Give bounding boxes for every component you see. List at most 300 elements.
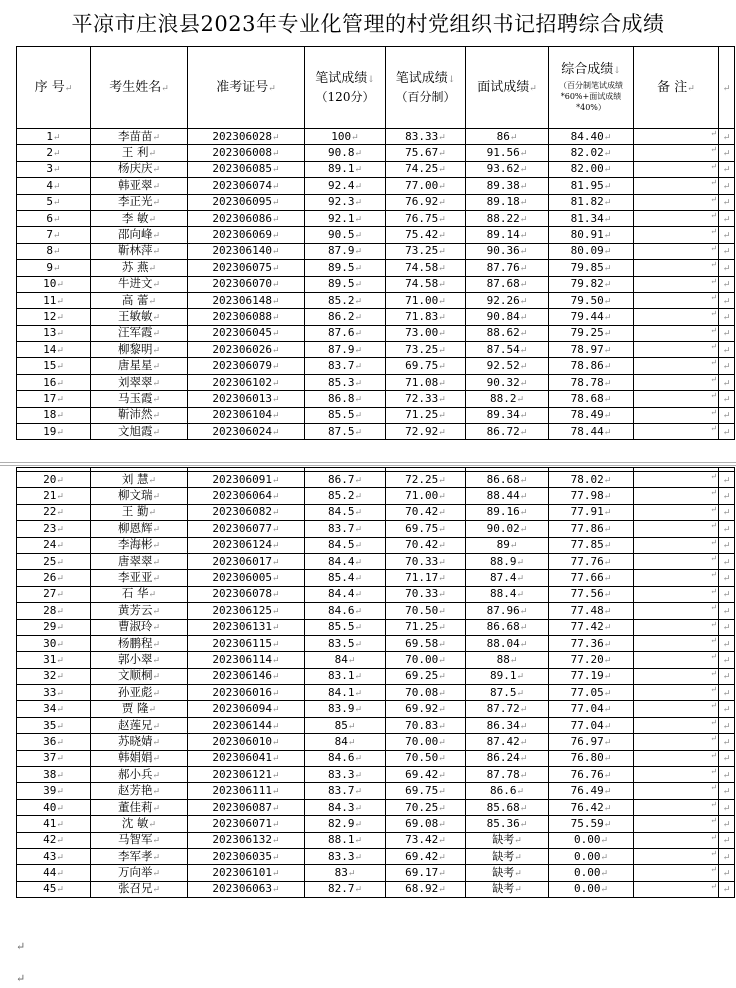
written-pct-cell: 74.58↵ [386,260,466,276]
edge-cell: ↵ [719,767,735,783]
seq-cell: 3↵ [17,161,91,177]
seq-cell: 15↵ [17,358,91,374]
written-score-cell: 83.3↵ [305,767,386,783]
ticket-cell: 202306010↵ [188,734,305,750]
table-row [17,161,735,177]
seq-cell: 11↵ [17,292,91,308]
header-written-pct: 笔试成绩↓ （百分制） [386,47,466,129]
seq-cell: 1↵ [17,129,91,145]
header-interview: 面试成绩↵ [466,47,549,129]
ticket-cell: 202306087↵ [188,799,305,815]
interview-score-cell: 87.78↵ [466,767,549,783]
interview-score-cell: 90.36↵ [466,243,549,259]
seq-cell: 35↵ [17,717,91,733]
ticket-cell: 202306114↵ [188,652,305,668]
edge-cell: ↵ [719,586,735,602]
seq-cell: 10↵ [17,276,91,292]
ticket-cell: 202306146↵ [188,668,305,684]
name-cell: 万向举↵ [91,865,188,881]
note-cell [634,194,719,210]
written-score-cell: 84.5↵ [305,504,386,520]
table-row [17,652,735,668]
written-pct-cell: 71.17↵ [386,570,466,586]
interview-score-cell: 88↵ [466,652,549,668]
interview-score-cell: 85.68↵ [466,799,549,815]
total-score-cell: 77.56↵ [549,586,634,602]
table-row [17,145,735,161]
note-cell [634,734,719,750]
interview-score-cell: 缺考↵ [466,848,549,864]
name-cell: 李正光↵ [91,194,188,210]
written-score-cell: 84.6↵ [305,750,386,766]
seq-cell: 9↵ [17,260,91,276]
ticket-cell: 202306101↵ [188,865,305,881]
note-cell [634,521,719,537]
table-row [17,537,735,553]
written-pct-cell: 83.33↵ [386,129,466,145]
edge-cell: ↵ [719,783,735,799]
table-row [17,701,735,717]
note-cell [634,424,719,440]
ticket-cell: 202306045↵ [188,325,305,341]
table-row [17,504,735,520]
interview-score-cell: 缺考↵ [466,832,549,848]
ticket-cell: 202306064↵ [188,488,305,504]
written-pct-cell: 73.25↵ [386,342,466,358]
name-cell: 王 勤↵ [91,504,188,520]
edge-cell: ↵ [719,243,735,259]
name-cell: 汪军霞↵ [91,325,188,341]
total-score-cell: 81.95↵ [549,178,634,194]
written-pct-cell: 73.25↵ [386,243,466,259]
written-score-cell: 83.5↵ [305,635,386,651]
note-cell [634,472,719,488]
table-row [17,685,735,701]
total-score-cell: 81.34↵ [549,210,634,226]
written-score-cell: 84↵ [305,734,386,750]
note-cell [634,848,719,864]
note-cell [634,292,719,308]
written-pct-cell: 71.25↵ [386,407,466,423]
ticket-cell: 202306088↵ [188,309,305,325]
ticket-cell: 202306069↵ [188,227,305,243]
note-cell [634,717,719,733]
name-cell: 马玉霞↵ [91,391,188,407]
edge-cell: ↵ [719,194,735,210]
total-score-cell: 77.20↵ [549,652,634,668]
ticket-cell: 202306148↵ [188,292,305,308]
written-pct-cell: 72.33↵ [386,391,466,407]
written-score-cell: 85.5↵ [305,407,386,423]
written-score-cell: 90.5↵ [305,227,386,243]
header-written: 笔试成绩↓ （120分） [305,47,386,129]
scores-table-part1 [16,46,735,440]
header-total: 综合成绩↓ （百分制笔试成绩*60%+面试成绩*40%） [549,47,634,129]
edge-cell: ↵ [719,734,735,750]
total-score-cell: 75.59↵ [549,816,634,832]
table-row [17,816,735,832]
note-cell [634,586,719,602]
ticket-cell: 202306132↵ [188,832,305,848]
name-cell: 李 敏↵ [91,210,188,226]
total-score-cell: 0.00↵ [549,881,634,897]
table-row [17,488,735,504]
written-score-cell: 83.1↵ [305,668,386,684]
note-cell [634,391,719,407]
ticket-cell: 202306075↵ [188,260,305,276]
written-pct-cell: 72.92↵ [386,424,466,440]
written-pct-cell: 70.50↵ [386,750,466,766]
ticket-cell: 202306016↵ [188,685,305,701]
edge-cell: ↵ [719,178,735,194]
name-cell: 高 蕾↵ [91,292,188,308]
note-cell [634,767,719,783]
interview-score-cell: 86.68↵ [466,619,549,635]
table-row [17,227,735,243]
edge-cell: ↵ [719,668,735,684]
interview-score-cell: 87.54↵ [466,342,549,358]
ticket-cell: 202306063↵ [188,881,305,897]
edge-cell: ↵ [719,309,735,325]
table-row [17,374,735,390]
ticket-cell: 202306005↵ [188,570,305,586]
name-cell: 文顺桐↵ [91,668,188,684]
edge-cell: ↵ [719,391,735,407]
written-score-cell: 83.7↵ [305,783,386,799]
interview-score-cell: 86.34↵ [466,717,549,733]
ticket-cell: 202306013↵ [188,391,305,407]
written-score-cell: 87.9↵ [305,342,386,358]
seq-cell: 38↵ [17,767,91,783]
table-row [17,603,735,619]
name-cell: 柳文瑞↵ [91,488,188,504]
note-cell [634,358,719,374]
table-row [17,194,735,210]
name-cell: 邵向峰↵ [91,227,188,243]
ticket-cell: 202306111↵ [188,783,305,799]
edge-cell: ↵ [719,374,735,390]
note-cell [634,488,719,504]
header-seq: 序 号↵ [17,47,91,129]
interview-score-cell: 87.5↵ [466,685,549,701]
written-score-cell: 87.6↵ [305,325,386,341]
edge-cell: ↵ [719,145,735,161]
written-pct-cell: 69.08↵ [386,816,466,832]
written-pct-cell: 75.42↵ [386,227,466,243]
ticket-cell: 202306115↵ [188,635,305,651]
seq-cell: 37↵ [17,750,91,766]
written-pct-cell: 71.83↵ [386,309,466,325]
seq-cell: 17↵ [17,391,91,407]
total-score-cell: 77.05↵ [549,685,634,701]
note-cell [634,832,719,848]
ticket-cell: 202306082↵ [188,504,305,520]
table-row [17,767,735,783]
written-pct-cell: 71.00↵ [386,292,466,308]
total-score-cell: 78.44↵ [549,424,634,440]
table-row [17,521,735,537]
seq-cell: 5↵ [17,194,91,210]
interview-score-cell: 92.52↵ [466,358,549,374]
written-pct-cell: 69.92↵ [386,701,466,717]
written-pct-cell: 71.00↵ [386,488,466,504]
edge-cell: ↵ [719,504,735,520]
interview-score-cell: 89.38↵ [466,178,549,194]
edge-cell: ↵ [719,685,735,701]
written-score-cell: 84.4↵ [305,553,386,569]
document-title: 平凉市庄浪县2023年专业化管理的村党组织书记招聘综合成绩 [71,12,665,36]
edge-cell: ↵ [719,848,735,864]
ticket-cell: 202306079↵ [188,358,305,374]
edge-cell: ↵ [719,129,735,145]
interview-score-cell: 87.42↵ [466,734,549,750]
seq-cell: 22↵ [17,504,91,520]
total-score-cell: 79.50↵ [549,292,634,308]
written-score-cell: 92.1↵ [305,210,386,226]
table-row [17,325,735,341]
interview-score-cell: 87.76↵ [466,260,549,276]
written-score-cell: 84.5↵ [305,537,386,553]
written-score-cell: 100↵ [305,129,386,145]
name-cell: 郝小兵↵ [91,767,188,783]
seq-cell: 7↵ [17,227,91,243]
table-row [17,570,735,586]
edge-cell: ↵ [719,865,735,881]
interview-score-cell: 87.96↵ [466,603,549,619]
note-cell [634,210,719,226]
edge-cell: ↵ [719,881,735,897]
note-cell [634,619,719,635]
interview-score-cell: 89↵ [466,537,549,553]
note-cell [634,816,719,832]
edge-cell: ↵ [719,816,735,832]
header-row [17,47,735,129]
interview-score-cell: 87.72↵ [466,701,549,717]
edge-cell: ↵ [719,292,735,308]
note-cell [634,260,719,276]
note-cell [634,276,719,292]
written-score-cell: 86.2↵ [305,309,386,325]
total-score-cell: 79.25↵ [549,325,634,341]
seq-cell: 32↵ [17,668,91,684]
written-pct-cell: 70.00↵ [386,734,466,750]
written-pct-cell: 74.25↵ [386,161,466,177]
seq-cell: 16↵ [17,374,91,390]
name-cell: 靳林萍↵ [91,243,188,259]
total-score-cell: 80.09↵ [549,243,634,259]
total-score-cell: 0.00↵ [549,848,634,864]
name-cell: 沈 敏↵ [91,816,188,832]
written-pct-cell: 69.75↵ [386,358,466,374]
written-score-cell: 85.2↵ [305,292,386,308]
table-row [17,309,735,325]
total-score-cell: 78.86↵ [549,358,634,374]
name-cell: 刘 慧↵ [91,472,188,488]
seq-cell: 33↵ [17,685,91,701]
edge-cell: ↵ [719,750,735,766]
interview-score-cell: 87.4↵ [466,570,549,586]
name-cell: 石 华↵ [91,586,188,602]
seq-cell: 2↵ [17,145,91,161]
name-cell: 黄芳云↵ [91,603,188,619]
written-score-cell: 89.5↵ [305,276,386,292]
total-score-cell: 77.86↵ [549,521,634,537]
total-score-cell: 81.82↵ [549,194,634,210]
edge-cell: ↵ [719,553,735,569]
total-score-cell: 78.68↵ [549,391,634,407]
interview-score-cell: 88.44↵ [466,488,549,504]
edge-cell: ↵ [719,717,735,733]
note-cell [634,325,719,341]
written-score-cell: 85.3↵ [305,374,386,390]
interview-score-cell: 89.34↵ [466,407,549,423]
interview-score-cell: 89.14↵ [466,227,549,243]
interview-score-cell: 88.2↵ [466,391,549,407]
note-cell [634,407,719,423]
table-body-part1 [17,129,735,440]
written-pct-cell: 69.75↵ [386,783,466,799]
edge-cell: ↵ [719,488,735,504]
written-score-cell: 85.5↵ [305,619,386,635]
name-cell: 韩亚翠↵ [91,178,188,194]
interview-score-cell: 86.72↵ [466,424,549,440]
seq-cell: 21↵ [17,488,91,504]
edge-cell: ↵ [719,619,735,635]
total-score-cell: 78.02↵ [549,472,634,488]
written-score-cell: 84.1↵ [305,685,386,701]
name-cell: 杨鹏程↵ [91,635,188,651]
table-row [17,292,735,308]
interview-score-cell: 88.04↵ [466,635,549,651]
table-row [17,635,735,651]
interview-score-cell: 86.24↵ [466,750,549,766]
note-cell [634,553,719,569]
total-score-cell: 77.66↵ [549,570,634,586]
edge-cell: ↵ [719,325,735,341]
seq-cell: 6↵ [17,210,91,226]
name-cell: 马智军↵ [91,832,188,848]
table-row [17,276,735,292]
interview-score-cell: 88.9↵ [466,553,549,569]
total-score-cell: 77.19↵ [549,668,634,684]
total-score-cell: 80.91↵ [549,227,634,243]
total-score-cell: 79.44↵ [549,309,634,325]
written-score-cell: 82.7↵ [305,881,386,897]
name-cell: 李亚亚↵ [91,570,188,586]
table-row [17,586,735,602]
written-score-cell: 84.3↵ [305,799,386,815]
note-cell [634,227,719,243]
written-pct-cell: 73.00↵ [386,325,466,341]
ticket-cell: 202306131↵ [188,619,305,635]
seq-cell: 23↵ [17,521,91,537]
written-score-cell: 83.3↵ [305,848,386,864]
written-pct-cell: 71.08↵ [386,374,466,390]
written-score-cell: 87.9↵ [305,243,386,259]
header-name: 考生姓名↵ [91,47,188,129]
written-score-cell: 85↵ [305,717,386,733]
name-cell: 董佳莉↵ [91,799,188,815]
ticket-cell: 202306125↵ [188,603,305,619]
interview-score-cell: 89.18↵ [466,194,549,210]
written-pct-cell: 69.25↵ [386,668,466,684]
seq-cell: 4↵ [17,178,91,194]
name-cell: 韩娟娟↵ [91,750,188,766]
edge-cell: ↵ [719,276,735,292]
name-cell: 苏晓婧↵ [91,734,188,750]
written-score-cell: 83↵ [305,865,386,881]
ticket-cell: 202306074↵ [188,178,305,194]
note-cell [634,129,719,145]
seq-cell: 20↵ [17,472,91,488]
table-row [17,832,735,848]
seq-cell: 40↵ [17,799,91,815]
written-pct-cell: 69.17↵ [386,865,466,881]
interview-score-cell: 89.16↵ [466,504,549,520]
name-cell: 刘翠翠↵ [91,374,188,390]
table-row [17,783,735,799]
written-pct-cell: 70.83↵ [386,717,466,733]
ticket-cell: 202306085↵ [188,161,305,177]
edge-cell: ↵ [719,358,735,374]
table-row [17,342,735,358]
written-score-cell: 89.1↵ [305,161,386,177]
seq-cell: 28↵ [17,603,91,619]
seq-cell: 41↵ [17,816,91,832]
total-score-cell: 76.42↵ [549,799,634,815]
total-score-cell: 77.04↵ [549,717,634,733]
edge-cell: ↵ [719,210,735,226]
written-score-cell: 83.7↵ [305,358,386,374]
page-break-line-2 [0,465,736,466]
edge-cell: ↵ [719,424,735,440]
total-score-cell: 76.49↵ [549,783,634,799]
seq-cell: 36↵ [17,734,91,750]
note-cell [634,750,719,766]
total-score-cell: 78.49↵ [549,407,634,423]
table-row [17,358,735,374]
note-cell [634,881,719,897]
interview-score-cell: 86.68↵ [466,472,549,488]
ticket-cell: 202306071↵ [188,816,305,832]
interview-score-cell: 89.1↵ [466,668,549,684]
written-pct-cell: 68.92↵ [386,881,466,897]
edge-cell: ↵ [719,47,735,129]
edge-cell: ↵ [719,701,735,717]
ticket-cell: 202306104↵ [188,407,305,423]
table-row [17,129,735,145]
total-score-cell: 77.76↵ [549,553,634,569]
written-pct-cell: 72.25↵ [386,472,466,488]
total-score-cell: 79.85↵ [549,260,634,276]
total-score-cell: 76.76↵ [549,767,634,783]
total-score-cell: 84.40↵ [549,129,634,145]
table-row [17,717,735,733]
total-score-cell: 77.91↵ [549,504,634,520]
written-pct-cell: 70.00↵ [386,652,466,668]
name-cell: 曹淑玲↵ [91,619,188,635]
name-cell: 苏 燕↵ [91,260,188,276]
name-cell: 贾 隆↵ [91,701,188,717]
name-cell: 李军孝↵ [91,848,188,864]
edge-cell: ↵ [719,603,735,619]
table-row [17,243,735,259]
note-cell [634,537,719,553]
interview-score-cell: 86.6↵ [466,783,549,799]
total-score-cell: 77.36↵ [549,635,634,651]
seq-cell: 30↵ [17,635,91,651]
table-row [17,210,735,226]
